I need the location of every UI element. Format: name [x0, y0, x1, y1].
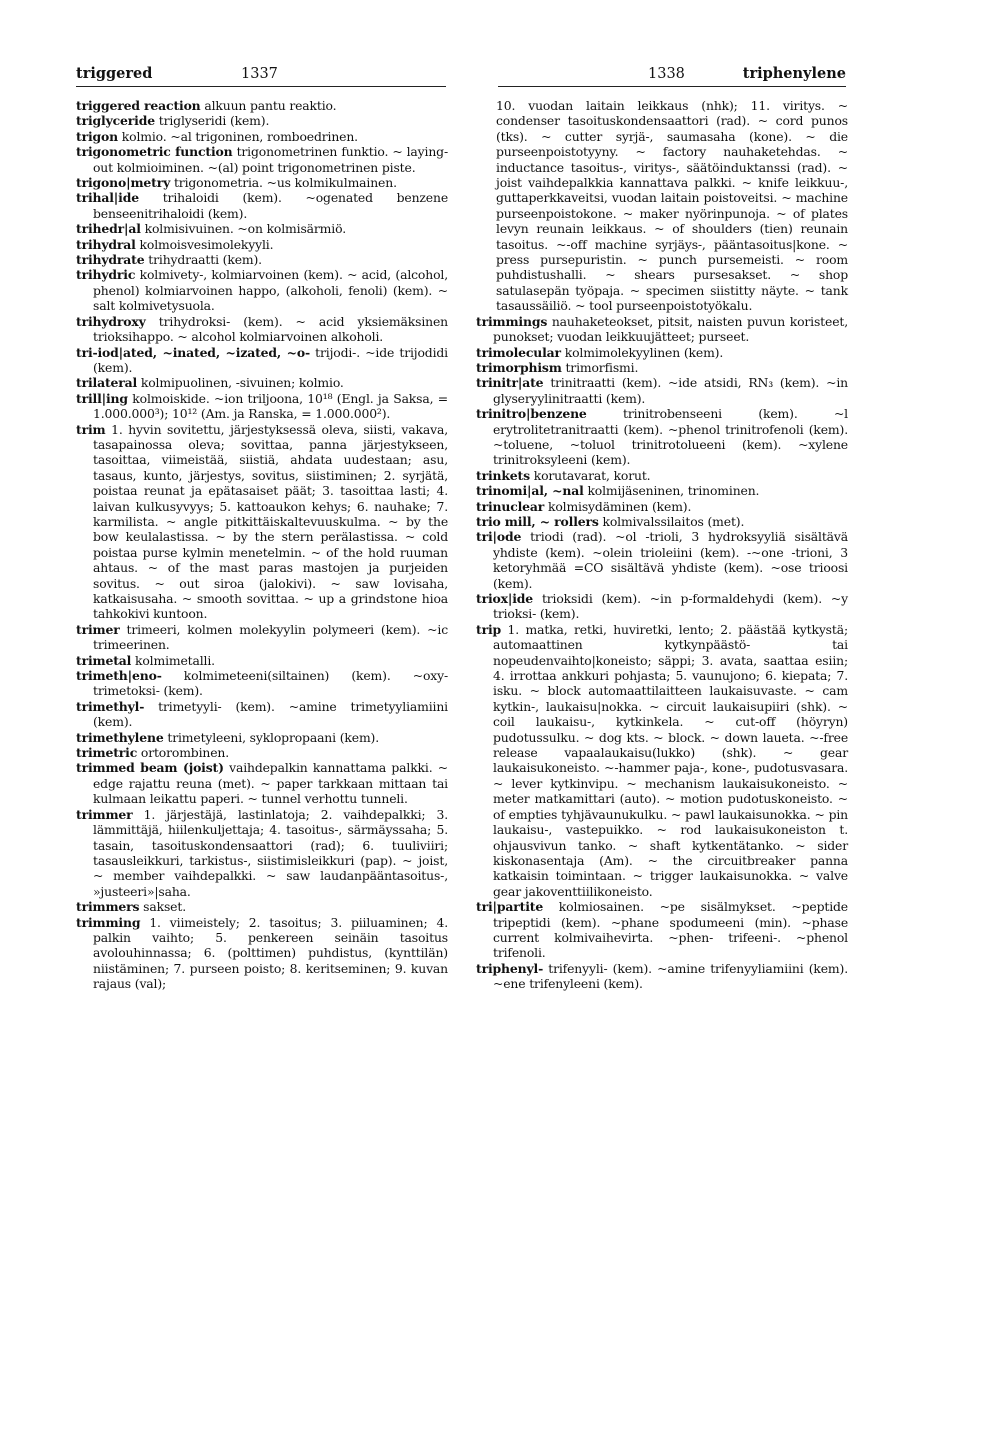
header-rule-right [498, 86, 846, 87]
definition: 1. matka, retki, huviretki, lento; 2. päästää kytkystä; automaattinen kytkynpäästö- tai nopeudenvaihto|koneisto; säppi; 3. avata, saattaa esiin; 4. irrottaa ankkuri pohjasta; 5. vaunujono; 6. kiepata; 7. isku. ~ block automaattilaitteen laukaisuvaste. ~ cam kytkin-, laukaisu|nokka. ~ circuit laukaisupiiri (shk). ~ coil laukaisu-, kytkinkela. ~ cut-off (höyryn) pudotussulku. ~ dog kts. ~ block. ~ down laueta. ~-free release vapaalaukaisu(lukko) (shk). ~ gear laukaisukoneisto. ~-hammer paja-, kone-, pudotusvasara. ~ lever kytkinvipu. ~ mechanism laukaisukoneisto. ~ meter matkamittari (auto). ~ motion pudotuskoneisto. ~ of empties tyhjävaunukulku. ~ pawl laukaisunokka. ~ pin laukaisu-, vastepuikko. ~ rod laukaisukoneiston t. ohjausvivun tanko. ~ shaft kytkentätanko. ~ sider kiskonasentaja (Am). ~ the circuitbreaker panna katkaisin toimintaan. ~ trigger laukaisunokka. ~ valve gear jakoventtiilikoneisto. [493, 621, 848, 899]
definition: trinitrobenseeni (kem). ~l erytrolitetranitraatti (kem). ~phenol trinitrofenoli (kem). ~toluene, ~toluol trinitrotolueeni (kem). ~xylene trinitroksyleeni (kem). [493, 406, 848, 468]
dictionary-entry [476, 483, 848, 498]
dictionary-entry [476, 360, 848, 375]
definition: trihydroksi- (kem). ~ acid yksiemäksinen trioksihappo. ~ alcohol kolmiarvoinen alkoholi. [93, 313, 448, 345]
dictionary-entry [76, 391, 448, 422]
definition: trioksidi (kem). ~in p-formaldehydi (kem). ~y trioksi- (kem). [493, 591, 848, 622]
dictionary-entry [476, 622, 848, 899]
guide-word-right: triphenylene [742, 65, 846, 82]
dictionary-entry [76, 915, 448, 992]
definition: trimeeri, kolmen molekyylin polymeeri (kem). ~ic trimeerinen. [93, 621, 448, 653]
dictionary-entry [476, 514, 848, 529]
headword: trio mill, ~ rollers [476, 513, 599, 529]
dictionary-entry [76, 144, 448, 175]
running-head-right [498, 62, 846, 86]
headword: trihydroxy [76, 313, 146, 329]
definition: trihydraatti (kem). [144, 252, 262, 268]
definition: triodi (rad). ~ol -trioli, 3 hydroksyyliä sisältävä yhdiste (kem). ~olein trioleiini (kem). -~one -trioni, 3 ketoryhmää =CO sisältävä yhdiste (kem). ~ose trioosi (kem). [493, 529, 848, 591]
definition: trinitraatti (kem). ~ide atsidi, RN₃ (kem). ~in glyseryylinitraatti (kem). [493, 375, 848, 406]
headword: triggered reaction [76, 98, 201, 113]
headword: trill|ing [76, 390, 128, 406]
dictionary-entry [76, 668, 448, 699]
dictionary-entry [476, 529, 848, 591]
headword: triphenyl- [476, 960, 544, 976]
headword: tri|partite [476, 899, 544, 915]
dictionary-entry [76, 760, 448, 806]
dictionary-entry [76, 221, 448, 236]
headword: trinitr|ate [476, 375, 544, 391]
definition: trifenyyli- (kem). ~amine trifenyyliamiini (kem). ~ene trifenyleeni (kem). [493, 960, 848, 992]
headword: trinuclear [476, 498, 545, 514]
dictionary-entry [76, 730, 448, 745]
definition: kolmijäseninen, trinominen. [583, 483, 760, 499]
definition: kolmimeteeni(siltainen) (kem). ~oxy- trimetoksi- (kem). [93, 668, 448, 699]
definition: kolmimolekyylinen (kem). [560, 344, 724, 360]
definition: triglyseridi (kem). [154, 113, 270, 129]
definition: kolmivety-, kolmiarvoinen (kem). ~ acid, (alcohol, phenol) kolmiarvoinen happo, (alkoholi, fenoli) (kem). ~ salt kolmivetysuola. [93, 267, 448, 314]
headword: trinitro|benzene [476, 406, 587, 422]
dictionary-entry [476, 375, 848, 406]
dictionary-entry [476, 314, 848, 345]
headword: trimorphism [476, 359, 562, 375]
definition: kolmisivuinen. ~on kolmisärmiö. [140, 221, 346, 237]
headword: trigono|metry [76, 175, 171, 191]
headword: trilateral [76, 375, 138, 391]
definition: kolmio. ~al trigoninen, romboedrinen. [118, 128, 358, 144]
headword: trimethyl- [76, 698, 145, 714]
dictionary-entry [76, 345, 448, 376]
dictionary-entry [76, 422, 448, 622]
definition: kolmiosainen. ~pe sisälmykset. ~peptide tripeptidi (kem). ~phane spodumeeni (min). ~phase current kolmivaihevirta. ~phen- trifeeni-. ~phenol trifenoli. [493, 899, 848, 961]
dictionary-entry [76, 175, 448, 190]
headword: trip [476, 621, 502, 637]
definition: kolmipuolinen, -sivuinen; kolmio. [137, 375, 344, 391]
dictionary-entry [76, 375, 448, 390]
headword: trihedr|al [76, 221, 141, 237]
definition: trijodi-. ~ide trijodidi (kem). [93, 344, 448, 375]
headword: triox|ide [476, 591, 534, 606]
dictionary-entry [76, 699, 448, 730]
running-head-left [76, 62, 476, 86]
headword: trinkets [476, 467, 530, 483]
dictionary-entry [76, 252, 448, 267]
dictionary-entry [476, 345, 848, 360]
dictionary-entry [76, 745, 448, 760]
dictionary-entry [76, 190, 448, 221]
dictionary-entry [76, 314, 448, 345]
dictionary-entry [476, 961, 848, 992]
headword: trihydrate [76, 252, 145, 268]
definition: kolmoisvesimolekyyli. [135, 236, 274, 252]
definition: 1. viimeistely; 2. tasoitus; 3. piiluaminen; 4. palkin vaihto; 5. penkereen seinäin tasoitus avolouhinnassa; 6. (polttimen) puhdistus, (kynttilän) niistäminen; 7. purseen poisto; 8. keritseminen; 9. kuvan rajaus (val); [93, 914, 448, 992]
headword: trimmers [76, 899, 140, 915]
definition: trimetyyli- (kem). ~amine trimetyyliamiini (kem). [93, 698, 448, 730]
page-number-right: 1338 [648, 66, 685, 82]
headword: trinomi|al, ~nal [476, 483, 584, 499]
dictionary-entry [76, 113, 448, 128]
dictionary-entry [76, 237, 448, 252]
dictionary-entry-continued [476, 98, 848, 314]
dictionary-entry [476, 591, 848, 622]
definition: vaihdepalkin kannattama palkki. ~ edge rajattu reuna (met). ~ paper tarkkaan mittaan tai kulmaan leikattu paperi. ~ tunnel verhottu tunneli. [93, 760, 449, 807]
dictionary-entry [476, 406, 848, 468]
headword: trihydral [76, 236, 136, 252]
definition: ortorombinen. [137, 745, 230, 761]
headword: trimer [76, 621, 120, 637]
dictionary-entry [76, 98, 448, 113]
headword: tri|ode [476, 529, 522, 545]
dictionary-entry [76, 129, 448, 144]
headword: trimmer [76, 806, 133, 822]
definition: trigonometrinen funktio. ~ laying-out kolmioiminen. ~(al) point trigonometrinen piste. [93, 144, 448, 175]
right-column [476, 98, 848, 992]
definition: kolmoiskide. ~ion triljoona, 10¹⁸ (Engl. ja Saksa, = 1.000.000³); 10¹² (Am. ja Ranska, = 1.000.000²). [93, 390, 448, 422]
headword: trimming [76, 914, 141, 930]
dictionary-entry [76, 622, 448, 653]
definition: sakset. [139, 899, 186, 915]
headword: trihydric [76, 267, 136, 283]
dictionary-entry [476, 499, 848, 514]
dictionary-entry [76, 653, 448, 668]
headword: trigonometric function [76, 144, 233, 160]
definition: korutavarat, korut. [529, 467, 651, 483]
dictionary-entry [476, 899, 848, 961]
dictionary-entry [76, 899, 448, 914]
headword: triglyceride [76, 113, 155, 129]
headword: trihal|ide [76, 190, 139, 206]
definition: 10. vuodan laitain leikkaus (nhk); 11. viritys. ~ condenser tasoituskondensaattori (rad). ~ cord punos (tks). ~ cutter syrjä-, saumasaha (kone). ~ die purseenpoistotyyny. ~ factory nauhaketehdas. ~ inductance tasoitus-, viritys-, säätöinduktanssi (rad). ~ joist vaihdepalkkia kannattava palkki. ~ knife leikkuu-, guttaperkkaveitsi, vuodan laitain poistoveitsi. ~ machine purseenpoistokone. ~ maker nyörinpunoja. ~ of plates levyn reunain leikkaus. ~ of shoulders (tien) reunain tasoitus. ~-off machine syrjäys-, pääntasoitus|kone. ~ press pursepuristin. ~ punch pursemeisti. ~ room puhdistushalli. ~ shears pursesakset. ~ shop satulasepän työpaja. ~ specimen siistitty näyte. ~ tank tasaussäiliö. ~ tool purseenpoistotyökalu. [496, 98, 848, 314]
headword: trimeth|eno- [76, 668, 162, 684]
definition: kolmisydäminen (kem). [544, 498, 692, 514]
dictionary-entry [76, 807, 448, 899]
headword: trimetal [76, 652, 132, 668]
definition: 1. järjestäjä, lastinlatoja; 2. vaihdepalkki; 3. lämmittäjä, hiilenkuljettaja; 4. tasoitus-, särmäyssaha; 5. tasain, tasoituskondensaattori (rad); 6. tuuliviiri; tasausleikkuri, tarkistus-, siistimisleikkuri (pap). ~ joist, ~ member vaihdepalkki. ~ saw laudanpääntasoitus-, »justeeri»|saha. [93, 806, 448, 899]
dictionary-entry [476, 468, 848, 483]
headword: trimmed beam (joist) [76, 760, 224, 776]
definition: kolmimetalli. [131, 652, 215, 668]
definition: trimorfismi. [561, 359, 639, 375]
definition: trimetyleeni, syklopropaani (kem). [163, 729, 380, 745]
definition: kolmivalssilaitos (met). [598, 513, 745, 529]
definition: 1. hyvin sovitettu, järjestyksessä oleva, siisti, vakava, tasapainossa oleva; sovittaa, panna järjestykseen, tasoittaa, viimeistää, siistiä, ahdata uudestaan; asu, tasaus, kunto, järjestys, sovitus, siistiminen; 2. syrjätä, poistaa reunat ja epätasaiset päät; 3. tasoittaa lasti; 4. laivan kulkusyvyys; 5. kattoaukon kehys; 6. nauhake; 7. karmilista. ~ angle pitkittäiskaltevuuskulma. ~ by the bow keulalastissa. ~ by the stern perälastissa. ~ cold poistaa purse kylmin menetelmin. ~ of the hold ruuman ahtaus. ~ of the mast paras mastojen ja purjeiden sovitus. ~ out siroa (jalokivi). ~ saw lovisaha, katkaisusaha. ~ smooth sovittaa. ~ up a grindstone hioa tahkokivi kuntoon. [93, 421, 448, 622]
headword: trimethylene [76, 729, 164, 745]
dictionary-entry [76, 267, 448, 313]
guide-word-left: triggered [76, 65, 153, 82]
definition: trihaloidi (kem). ~ogenated benzene benseenitrihaloidi (kem). [93, 190, 448, 221]
headword: trim [76, 421, 106, 437]
definition: nauhaketeokset, pitsit, naisten puvun koristeet, punokset; vuodan leikkuujätteet; purseet. [493, 313, 848, 345]
definition: trigonometria. ~us kolmikulmainen. [170, 175, 397, 191]
left-column [76, 98, 448, 992]
headword: trigon [76, 128, 118, 144]
page-number-left: 1337 [241, 66, 278, 82]
headword: trimmings [476, 313, 548, 329]
definition: alkuun pantu reaktio. [200, 98, 337, 113]
headword: trimetric [76, 745, 138, 761]
headword: tri-iod|ated, ~inated, ~izated, ~o- [76, 344, 310, 360]
headword: trimolecular [476, 344, 561, 360]
header-rule-left [76, 86, 446, 87]
